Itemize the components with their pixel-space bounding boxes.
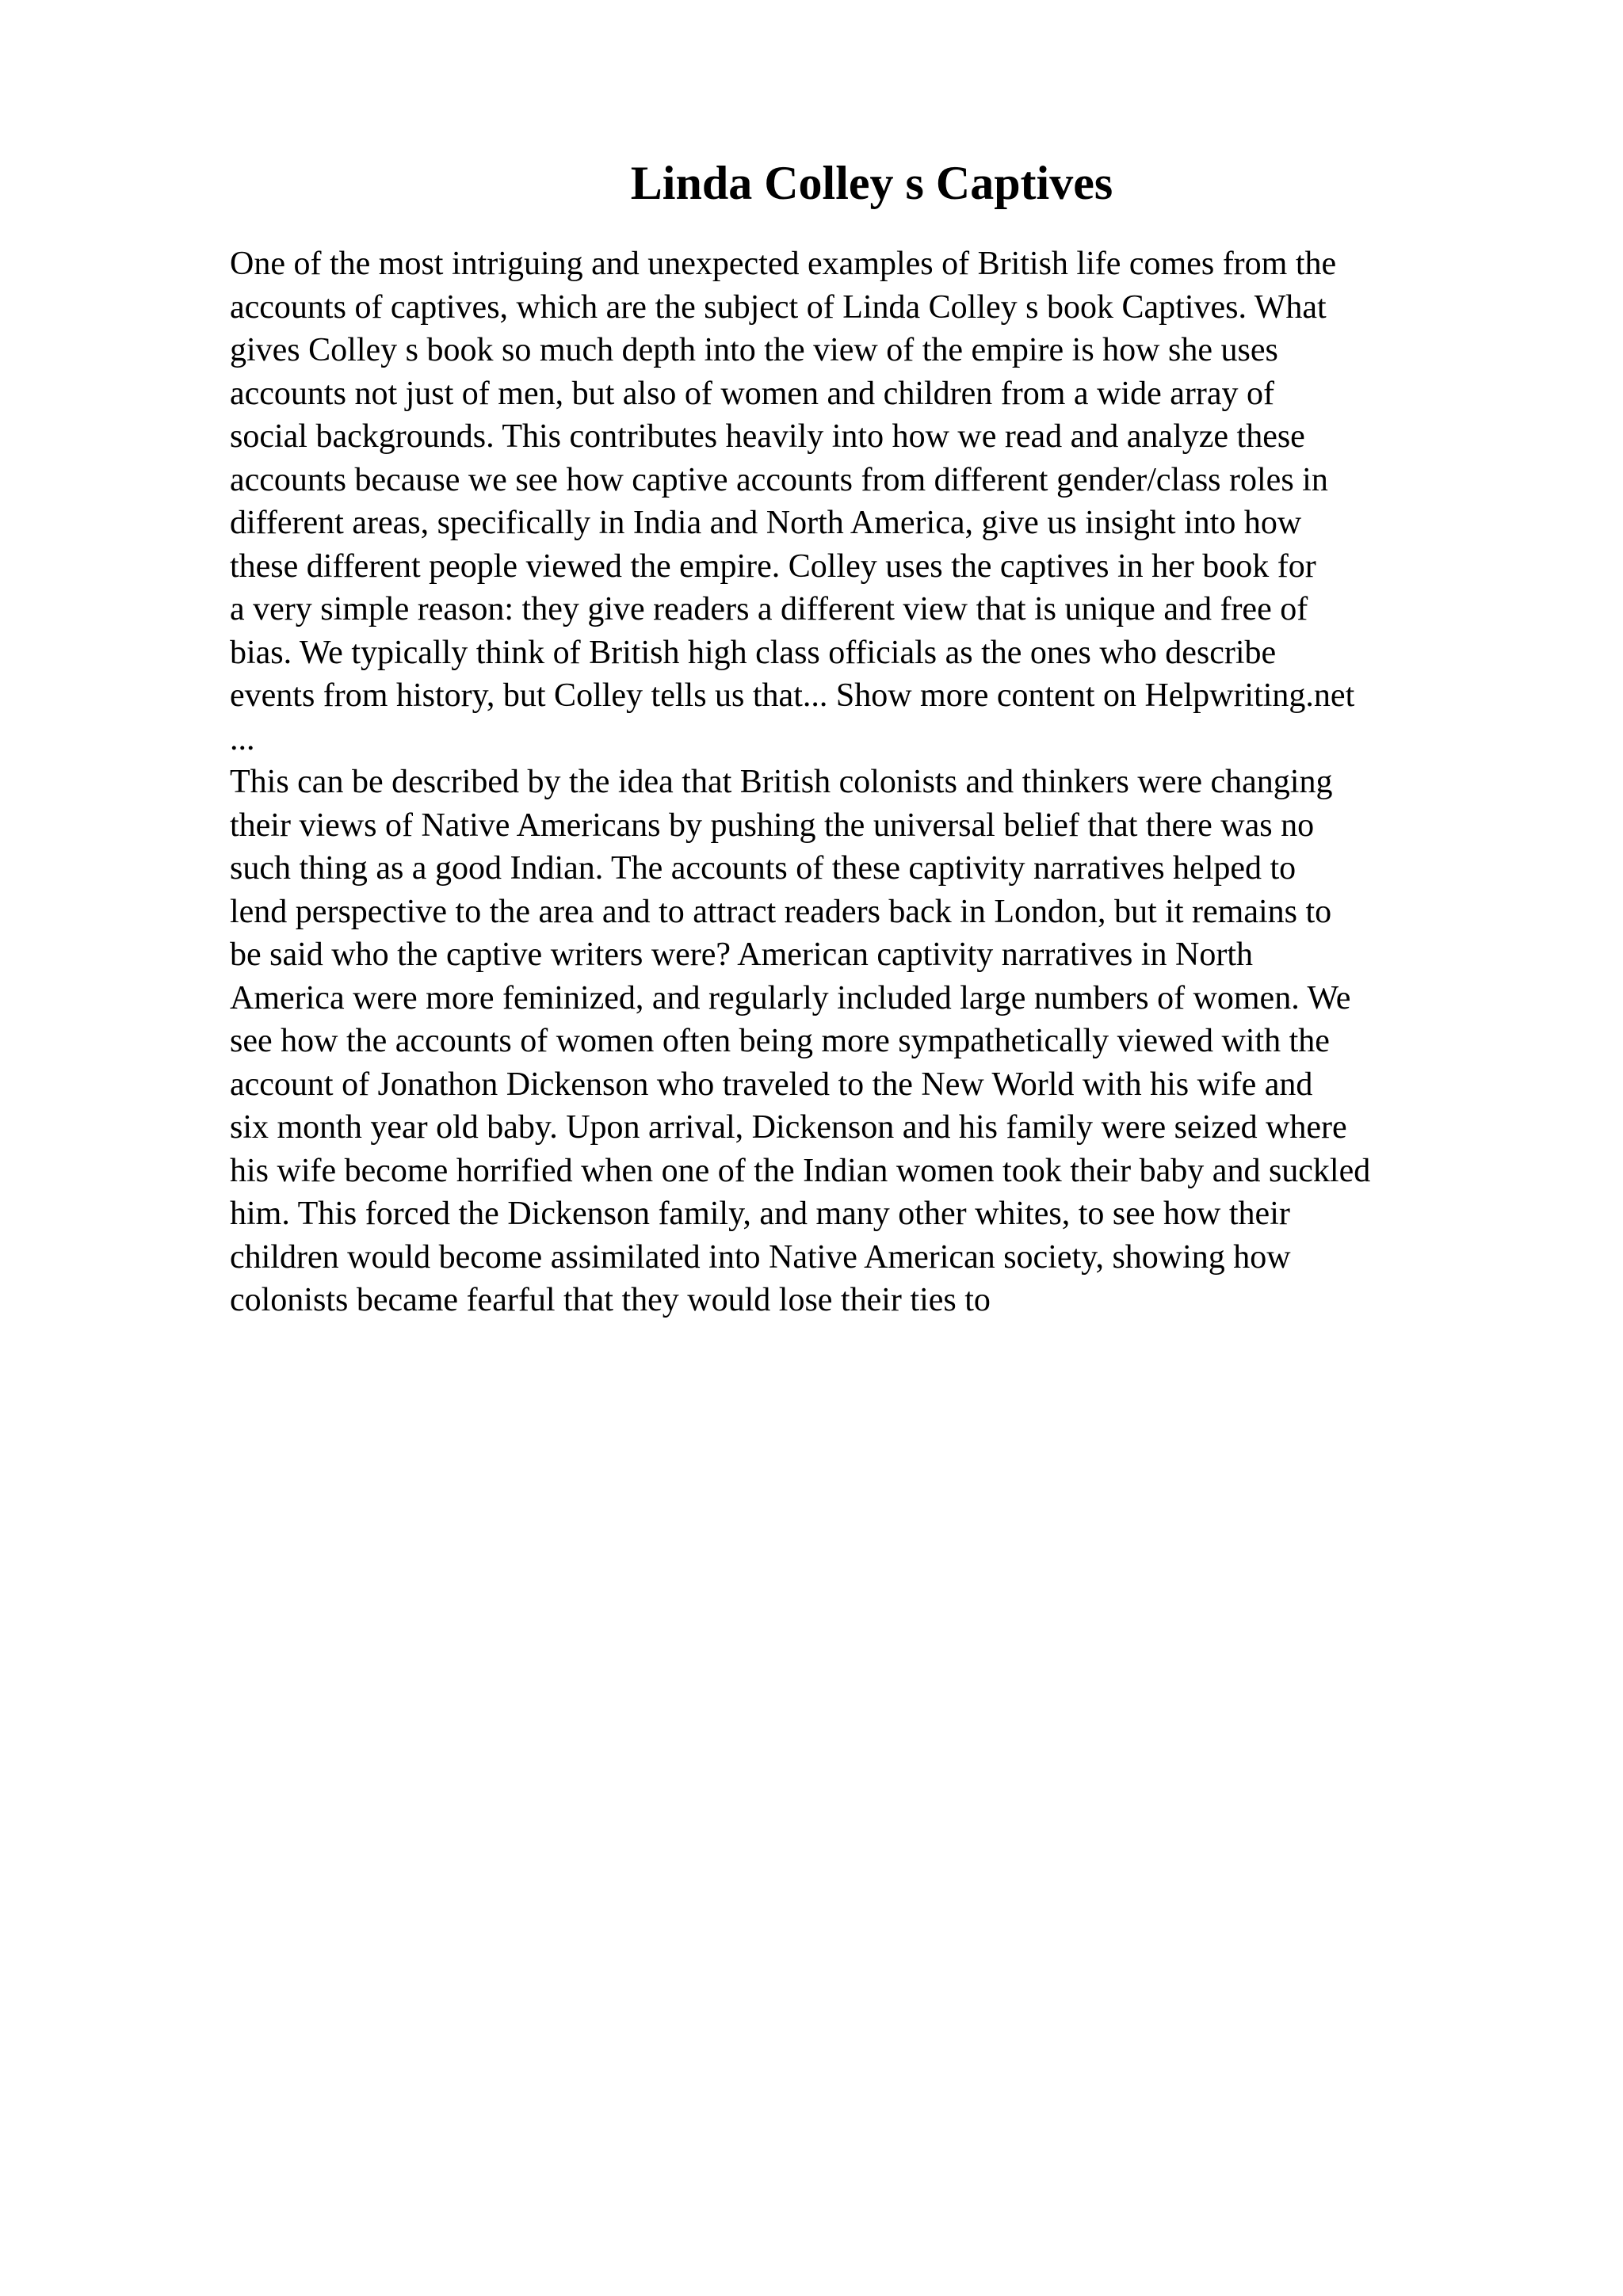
text-line: these different people viewed the empire. Colley uses the captives in her book for: [230, 547, 1316, 585]
text-line: different areas, specifically in India and North America, give us insight into how: [230, 505, 1302, 541]
text-line: ...: [230, 720, 255, 757]
text-line: lend perspective to the area and to attract readers back in London, but it remains to: [230, 893, 1332, 930]
text-line: such thing as a good Indian. The accounts of these captivity narratives helped to: [230, 850, 1296, 887]
text-line: account of Jonathon Dickenson who traveled to the New World with his wife and: [230, 1066, 1313, 1103]
text-line: be said who the captive writers were? American captivity narratives in North: [230, 936, 1254, 973]
text-line: see how the accounts of women often being more sympathetically viewed with the: [230, 1023, 1330, 1059]
text-line: him. This forced the Dickenson family, and many other whites, to see how their: [230, 1196, 1290, 1232]
text-line: One of the most intriguing and unexpected examples of British life comes from the: [230, 246, 1337, 282]
text-line: his wife become horrified when one of the Indian women took their baby and suckled: [230, 1152, 1371, 1189]
text-line: America were more feminized, and regularly included large numbers of women. We: [230, 979, 1351, 1016]
text-line: children would become assimilated into Native American society, showing how: [230, 1238, 1291, 1276]
text-line: events from history, but Colley tells us that... Show more content on Helpwriting.net: [230, 677, 1355, 714]
text-line: their views of Native Americans by pushing the universal belief that there was no: [230, 807, 1315, 844]
text-line: social backgrounds. This contributes heavily into how we read and analyze these: [230, 418, 1305, 455]
text-line: This can be described by the idea that British colonists and thinkers were changing: [230, 764, 1333, 800]
text-line: accounts not just of men, but also of women and children from a wide array of: [230, 375, 1274, 412]
page-title: Linda Colley s Captives: [630, 157, 1113, 209]
text-line: colonists became fearful that they would lose their ties to: [230, 1282, 991, 1318]
text-line: six month year old baby. Upon arrival, Dickenson and his family were seized where: [230, 1109, 1347, 1146]
text-line: accounts because we see how captive accounts from different gender/class roles in: [230, 461, 1328, 498]
text-line: gives Colley s book so much depth into the view of the empire is how she uses: [230, 332, 1278, 368]
text-line: a very simple reason: they give readers a different view that is unique and free of: [230, 591, 1308, 627]
text-line: bias. We typically think of British high class officials as the ones who describe: [230, 634, 1277, 671]
text-line: accounts of captives, which are the subject of Linda Colley s book Captives. What: [230, 288, 1327, 326]
body-text: [230, 242, 1514, 1322]
